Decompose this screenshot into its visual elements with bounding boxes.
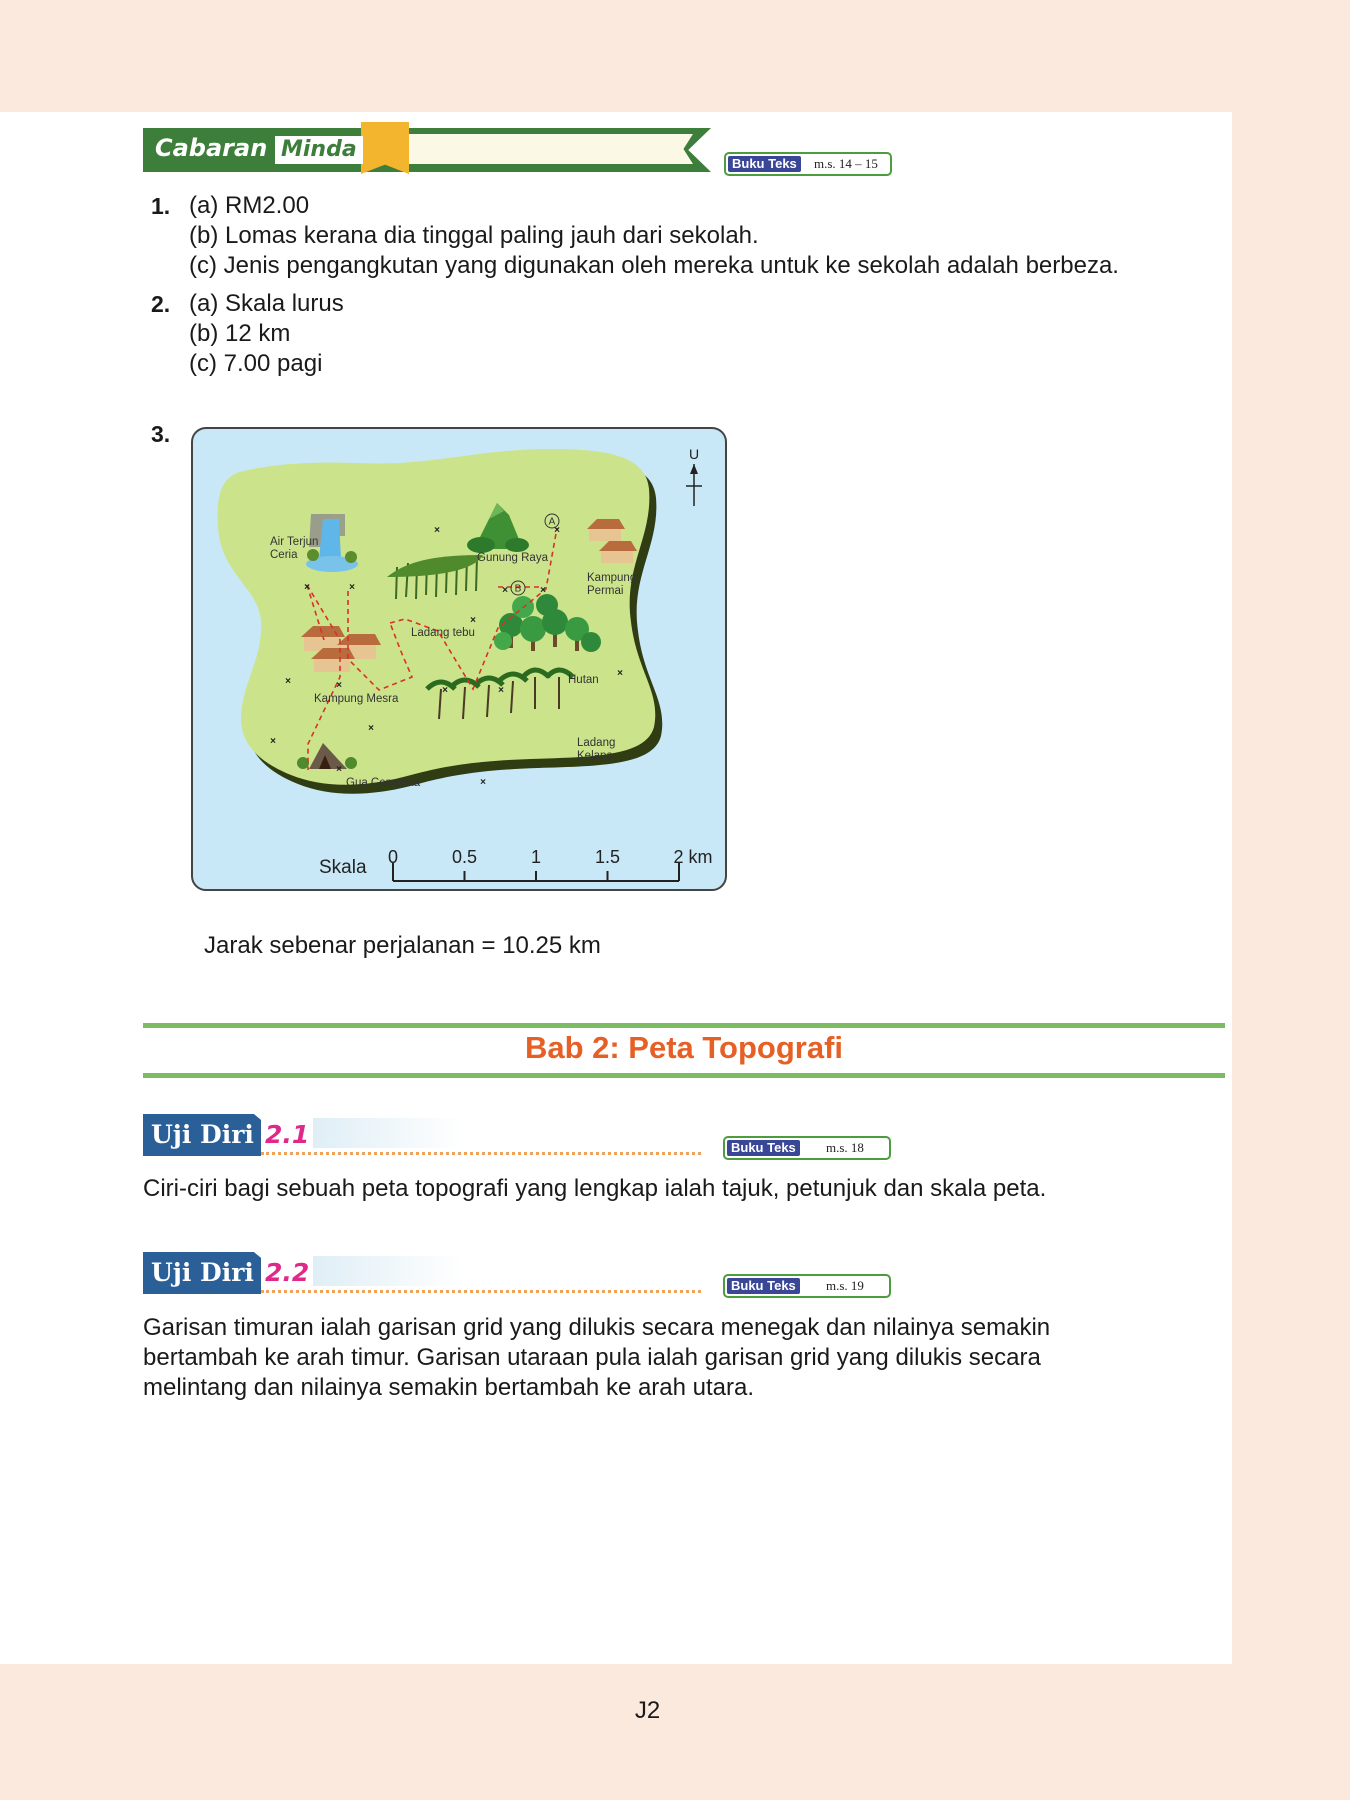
question-number: 2. [151, 291, 171, 317]
svg-text:×: × [480, 777, 486, 788]
label-gua: Gua Cempaka [346, 777, 421, 789]
divider-bottom [143, 1073, 1225, 1078]
svg-text:×: × [498, 685, 504, 696]
answer-line: (a) Skala lurus [189, 290, 344, 317]
label-ladang-kelapa-2: Kelapa [577, 750, 613, 762]
point-a-label: A [548, 516, 556, 528]
buku-teks-page: m.s. 14 – 15 [814, 156, 878, 171]
answer-line: (c) 7.00 pagi [189, 350, 323, 377]
scale-label: Skala [319, 857, 367, 878]
svg-text:×: × [368, 723, 374, 734]
buku-teks-label: Buku Teks [728, 156, 801, 172]
svg-text:×: × [304, 582, 310, 593]
answer-line: (b) Lomas kerana dia tinggal paling jauh dari sekolah. [189, 222, 759, 249]
svg-text:×: × [349, 582, 355, 593]
buku-teks-badge [724, 152, 892, 176]
banner-title-cabaran: Cabaran [155, 134, 268, 162]
label-ladang-kelapa-1: Ladang [577, 737, 616, 749]
answer-line: (a) RM2.00 [189, 192, 310, 219]
buku-teks-badge [723, 1274, 891, 1298]
north-label: U [688, 446, 700, 462]
scale-tick: 1.5 [594, 847, 621, 867]
label-ladang-tebu: Ladang tebu [411, 627, 475, 639]
svg-text:×: × [270, 736, 276, 747]
buku-teks-badge [723, 1136, 891, 1160]
buku-teks-label: Buku Teks [727, 1278, 800, 1294]
svg-text:×: × [442, 685, 448, 696]
scale-tick: 0 [387, 847, 399, 867]
scale-tick: 1 [530, 847, 542, 867]
uji-diri-answer: Ciri-ciri bagi sebuah peta topografi yang lengkap ialah tajuk, petunjuk dan skala peta. [143, 1175, 1047, 1202]
page-number: J2 [634, 1697, 661, 1724]
chapter-title: Bab 2: Peta Topografi [524, 1030, 844, 1065]
point-b-label: B [514, 583, 522, 595]
question-number: 1. [151, 193, 171, 219]
uji-diri-badge [143, 1248, 703, 1296]
question-number: 3. [151, 421, 171, 447]
map-answer: Jarak sebenar perjalanan = 10.25 km [204, 932, 601, 959]
svg-text:×: × [617, 668, 623, 679]
uji-diri-number: 2.1 [265, 1120, 310, 1149]
svg-text:×: × [470, 615, 476, 626]
label-air-terjun-2: Ceria [270, 549, 298, 561]
buku-teks-page: m.s. 18 [826, 1140, 864, 1155]
uji-diri-label: Uji Diri [151, 1120, 254, 1149]
label-kampung-permai-2: Permai [587, 585, 624, 597]
answer-line: (b) 12 km [189, 320, 291, 347]
svg-text:×: × [285, 676, 291, 687]
buku-teks-page: m.s. 19 [826, 1278, 864, 1293]
label-kampung-mesra: Kampung Mesra [314, 693, 399, 705]
banner-strip [375, 134, 693, 164]
buku-teks-label: Buku Teks [727, 1140, 800, 1156]
svg-text:×: × [336, 680, 342, 691]
label-air-terjun-1: Air Terjun [270, 536, 319, 548]
label-gunung: Gunung Raya [477, 552, 548, 564]
island [218, 449, 656, 785]
answer-line: (c) Jenis pengangkutan yang digunakan oleh mereka untuk ke sekolah adalah berbeza. [189, 252, 1119, 279]
label-kampung-permai-1: Kampung [587, 572, 637, 584]
scale-tick: 0.5 [451, 847, 478, 867]
cabaran-minda-banner [143, 126, 711, 174]
divider-top [143, 1023, 1225, 1028]
svg-text:×: × [502, 585, 508, 596]
uji-diri-badge [143, 1110, 703, 1158]
svg-text:×: × [540, 585, 546, 596]
banner-title-minda: Minda [275, 136, 363, 164]
svg-text:×: × [336, 764, 342, 775]
scale-tick: 2 km [673, 847, 713, 867]
uji-diri-number: 2.2 [265, 1258, 310, 1287]
svg-text:×: × [434, 525, 440, 536]
svg-text:×: × [554, 525, 560, 536]
uji-diri-answer: Garisan timuran ialah garisan grid yang dilukis secara menegak dan nilainya semakin bertambah ke arah timur. Garisan utaraan pula ialah garisan grid yang dilukis secara melintang dan nilainya semakin bertambah ke arah utara. [143, 1314, 1051, 1401]
island-map [191, 427, 729, 893]
uji-diri-label: Uji Diri [151, 1258, 254, 1287]
label-hutan: Hutan [568, 674, 599, 686]
